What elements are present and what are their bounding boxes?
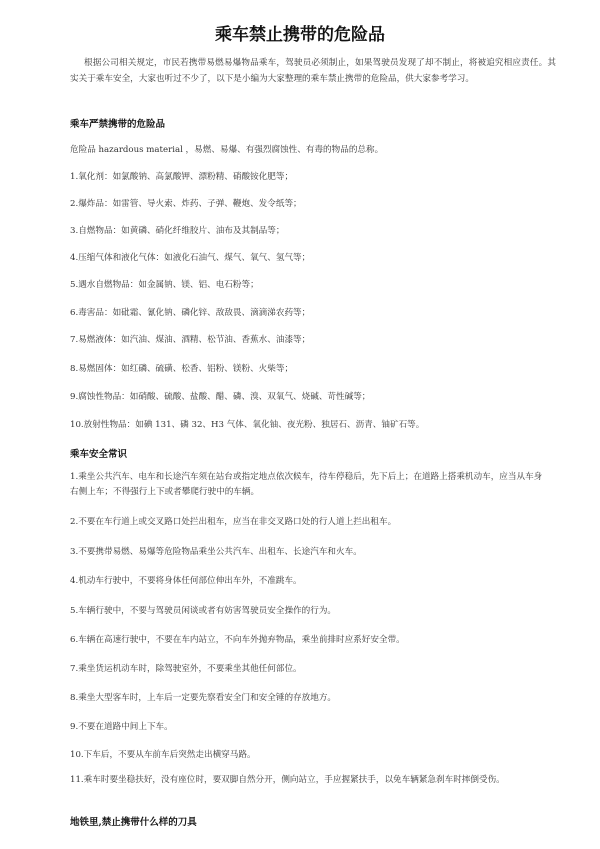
list-item: 11.乘车时要坐稳扶好，没有座位时，要双脚自然分开，侧向站立，手应握紧扶手，以免车辆紧急刹车时摔倒受伤。 <box>70 775 505 785</box>
section-heading-dangerous-goods: 乘车严禁携带的危险品 <box>70 119 166 130</box>
list-item: 6.车辆在高速行驶中，不要在车内站立，不向车外抛弃物品，乘坐前排时应系好安全带。 <box>70 635 405 645</box>
list-item: 7.乘坐货运机动车时，除驾驶室外，不要乘坐其他任何部位。 <box>70 664 302 674</box>
list-item: 10.下车后，不要从车前车后突然走出横穿马路。 <box>70 750 256 760</box>
page-title: 乘车禁止携带的危险品 <box>215 25 385 45</box>
list-item: 1.氧化剂：如氯酸钠、高氯酸钾、漂粉精、硝酸铵化肥等； <box>70 172 294 182</box>
list-item: 9.不要在道路中间上下车。 <box>70 722 173 732</box>
section-heading-subway-knives: 地铁里,禁止携带什么样的刀具 <box>70 817 197 828</box>
intro-paragraph: 根据公司相关规定，市民若携带易燃易爆物品乘车，驾驶员必须制止，如果驾驶员发现了却不制止，将被追究相应责任。其实关于乘车安全，大家也听过不少了，以下是小编为大家整理的乘车禁止携带的危险品，供大家参考学习。 <box>70 58 556 84</box>
list-item: 8.易燃固体：如红磷、硫磺、松香、铝粉、镁粉、火柴等； <box>70 364 294 374</box>
list-item: 1.乘坐公共汽车、电车和长途汽车须在站台或指定地点依次候车，待车停稳后，先下后上；在道路上搭乘机动车，应当从车身右侧上车；不得强行上下或者攀爬行驶中的车辆。 <box>70 472 543 497</box>
list-item: 4.压缩气体和液化气体：如液化石油气、煤气、氧气、氢气等； <box>70 253 311 263</box>
list-item: 5.车辆行驶中，不要与驾驶员闲谈或者有妨害驾驶员安全操作的行为。 <box>70 606 337 616</box>
list-item: 3.不要携带易燃、易爆等危险物品乘坐公共汽车、出租车、长途汽车和火车。 <box>70 547 362 557</box>
list-item: 2.不要在车行道上或交叉路口处拦出租车，应当在非交叉路口处的行人道上拦出租车。 <box>70 517 397 527</box>
definition-text: 危险品 hazardous material ，易燃、易爆、有强烈腐蚀性、有毒的物品的总称。 <box>70 145 384 155</box>
list-item: 7.易燃液体：如汽油、煤油、酒精、松节油、香蕉水、油漆等； <box>70 335 311 345</box>
list-item: 3.自燃物品：如黄磷、硝化纤维胶片、油布及其制品等； <box>70 226 285 236</box>
list-item: 6.毒害品：如砒霜、氰化钠、磷化锌、敌敌畏、滴滴涕农药等； <box>70 308 311 318</box>
list-item: 10.放射性物品：如碘 131、磷 32、H3 气体、氧化铀、夜光粉、独居石、沥青、铀矿石等。 <box>70 420 425 430</box>
list-item: 8.乘坐大型客车时，上车后一定要先察看安全门和安全锤的存放地方。 <box>70 693 337 703</box>
list-item: 2.爆炸品：如雷管、导火索、炸药、子弹、鞭炮、发令纸等； <box>70 199 302 209</box>
section-heading-safety-tips: 乘车安全常识 <box>70 449 128 460</box>
list-item: 5.遇水自燃物品：如金属钠、镁、铝、电石粉等； <box>70 280 259 290</box>
list-item: 9.腐蚀性物品：如硝酸、硫酸、盐酸、醋、磷、溴、双氧气、烧碱、苛性碱等； <box>70 392 371 402</box>
list-item: 4.机动车行驶中，不要将身体任何部位伸出车外，不准跳车。 <box>70 576 302 586</box>
